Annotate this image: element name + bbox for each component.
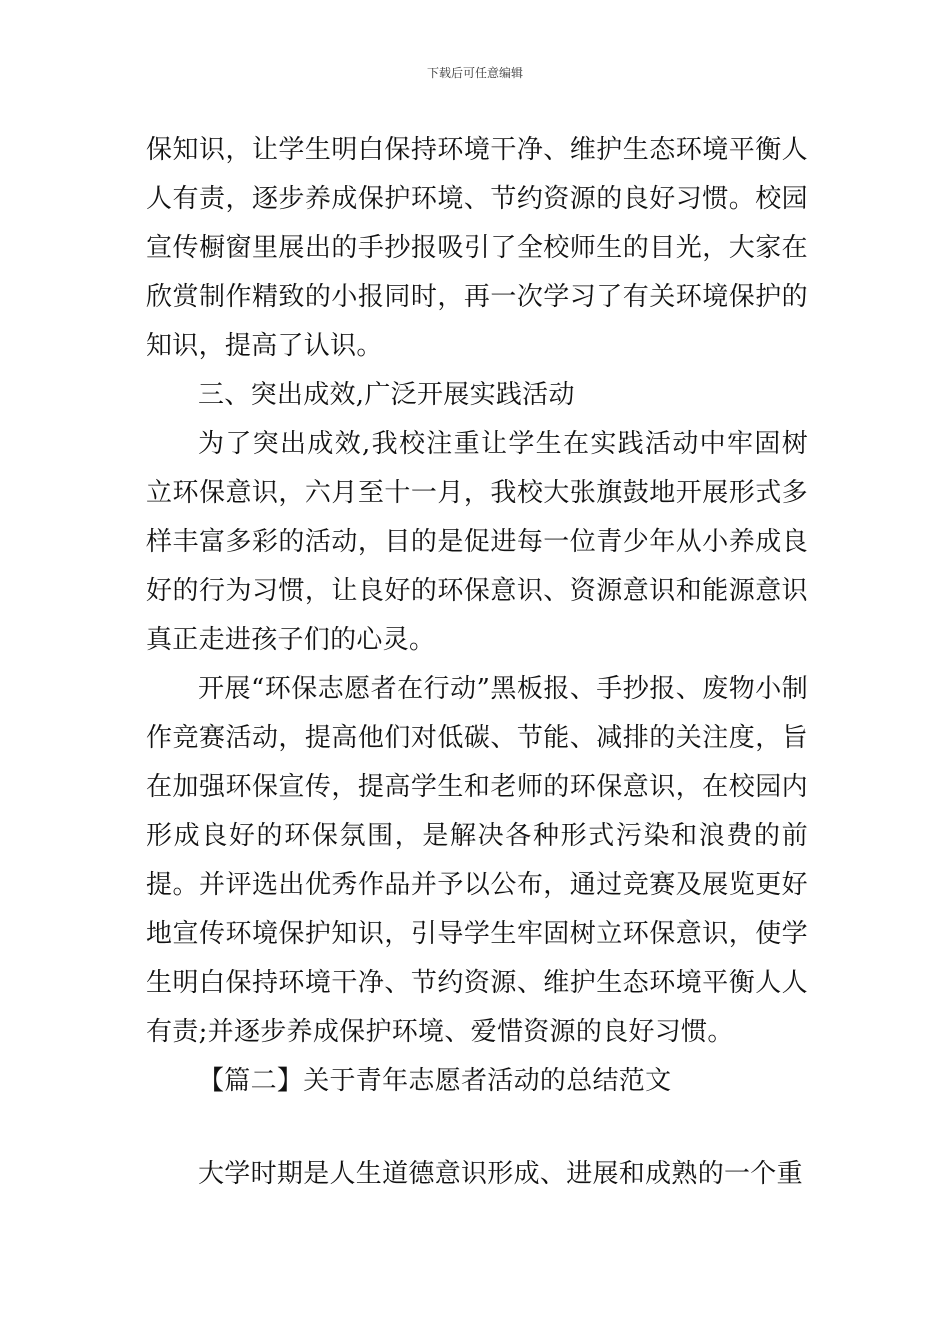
page-header: 下载后可任意编辑 [426, 66, 523, 80]
paragraph: 开展“环保志愿者在行动”黑板报、手抄报、废物小制作竞赛活动，提高他们对低碳、节能、减排的关注度，旨在加强环保宣传，提高学生和老师的环保意识，在校园内形成良好的环保氛围，是解决各种形式污染和浪费的前提。并评选出优秀作品并予以公布，通过竞赛及展览更好地宣传环境保护知识，引导学生牢固树立环保意识，使学生明白保持环境干净、节约资源、维护生态环境平衡人人有责;并逐步养成保护环境、爱惜资源的良好习惯。 [146, 674, 808, 1047]
paragraph: 为了突出成效,我校注重让学生在实践活动中牢固树立环保意识，六月至十一月，我校大张旗鼓地开展形式多样丰富多彩的活动，目的是促进每一位青少年从小养成良好的行为习惯，让良好的环保意识、资源意识和能源意识真正走进孩子们的心灵。 [146, 429, 808, 655]
document-body [146, 126, 808, 1199]
spacer [146, 1106, 808, 1150]
paragraph: 保知识，让学生明白保持环境干净、维护生态环境平衡人人有责，逐步养成保护环境、节约资源的良好习惯。校园宣传橱窗里展出的手抄报吸引了全校师生的目光，大家在欣赏制作精致的小报同时，再一次学习了有关环境保护的知识，提高了认识。 [146, 135, 808, 361]
section-title: 【篇二】关于青年志愿者活动的总结范文 [198, 1066, 672, 1096]
paragraph: 大学时期是人生道德意识形成、进展和成熟的一个重 [198, 1159, 803, 1189]
section-heading: 三、突出成效,广泛开展实践活动 [198, 380, 575, 410]
